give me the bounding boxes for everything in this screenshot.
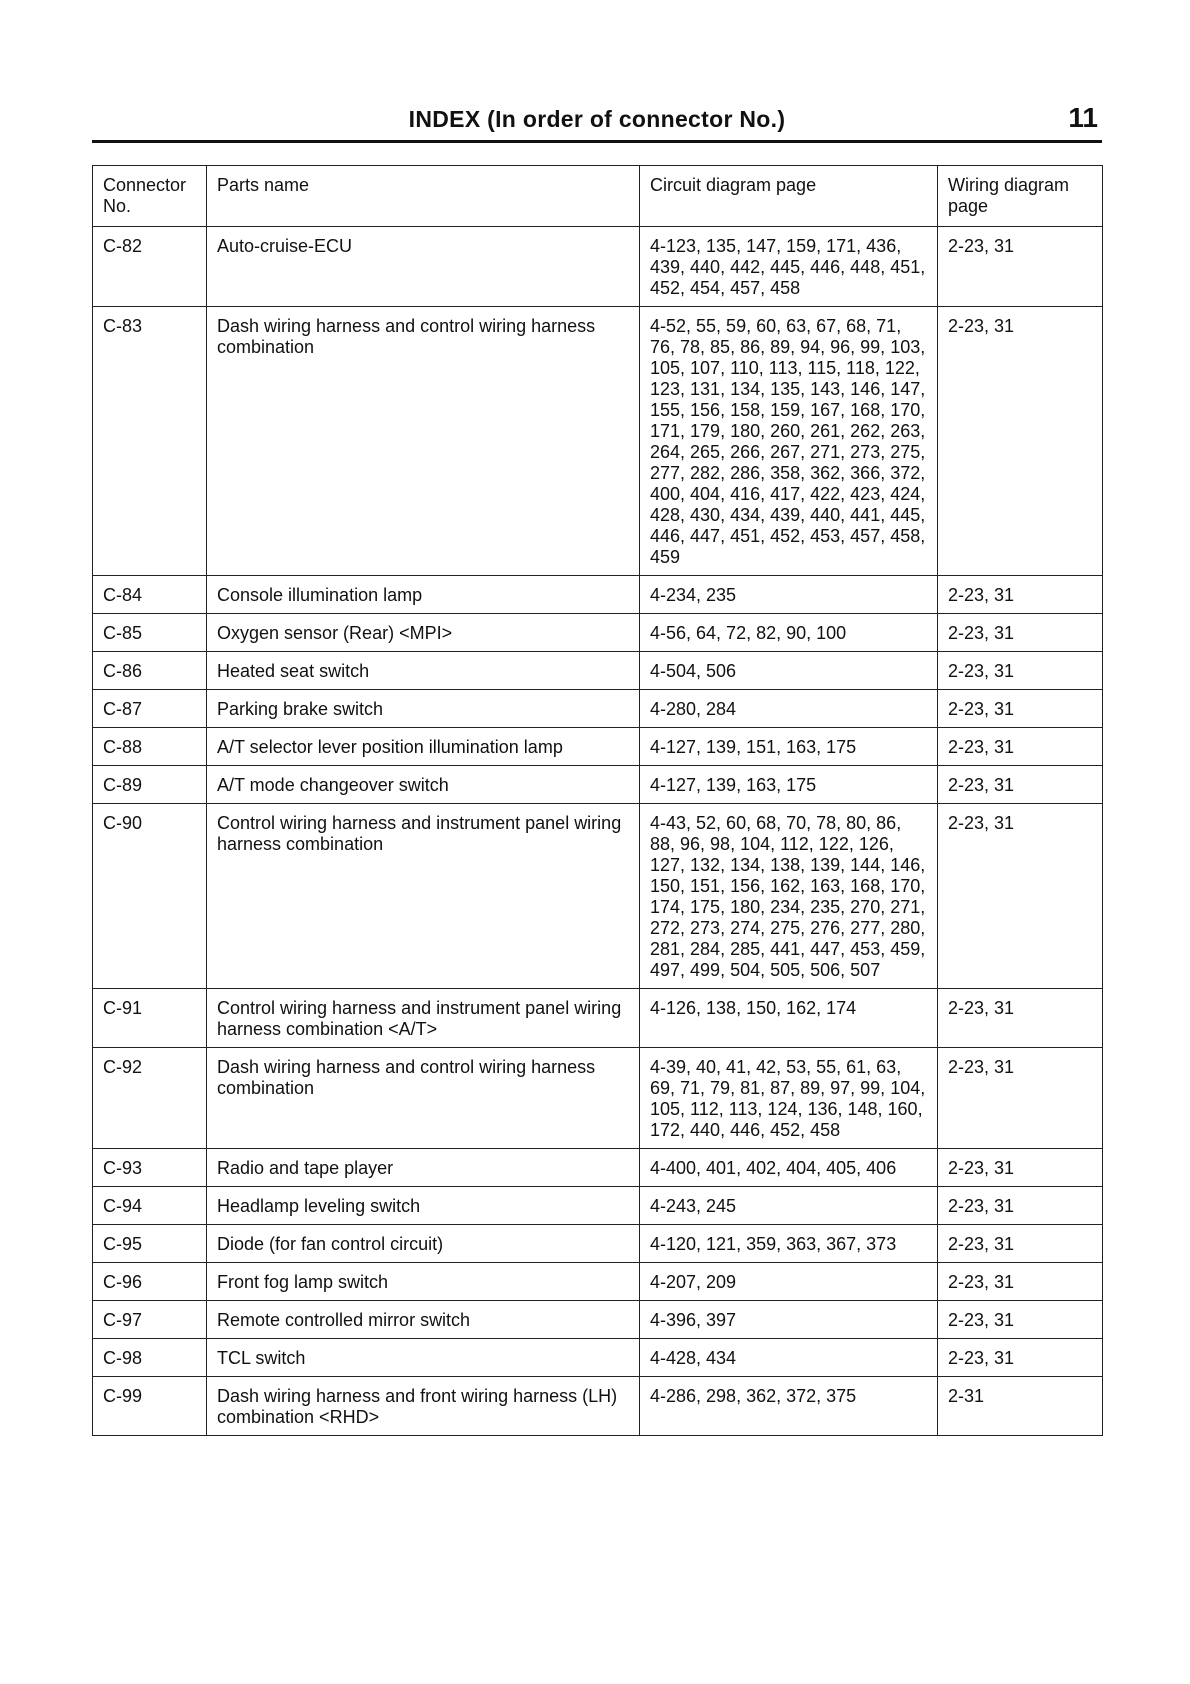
- connector-cell: C-82: [93, 227, 207, 307]
- connector-cell: C-95: [93, 1225, 207, 1263]
- circuit-page-cell: 4-243, 245: [640, 1187, 938, 1225]
- circuit-page-cell: 4-39, 40, 41, 42, 53, 55, 61, 63, 69, 71, 79, 81, 87, 89, 97, 99, 104, 105, 112, 113, 124, 136, 148, 160, 172, 440, 446, 452, 458: [640, 1048, 938, 1149]
- connector-cell: C-84: [93, 576, 207, 614]
- parts-name-cell: Control wiring harness and instrument panel wiring harness combination: [207, 804, 640, 989]
- table-row: [93, 1339, 1103, 1377]
- table-header-row: [93, 166, 1103, 227]
- circuit-page-cell: 4-52, 55, 59, 60, 63, 67, 68, 71, 76, 78, 85, 86, 89, 94, 96, 99, 103, 105, 107, 110, 113, 115, 118, 122, 123, 131, 134, 135, 143, 146, 147, 155, 156, 158, 159, 167, 168, 170, 171, 179, 180, 260, 261, 262, 263, 264, 265, 266, 267, 271, 273, 275, 277, 282, 286, 358, 362, 366, 372, 400, 404, 416, 417, 422, 423, 424, 428, 430, 434, 439, 440, 441, 445, 446, 447, 451, 452, 453, 457, 458, 459: [640, 307, 938, 576]
- page-header: [92, 100, 1102, 143]
- circuit-page-cell: 4-396, 397: [640, 1301, 938, 1339]
- parts-name-cell: Headlamp leveling switch: [207, 1187, 640, 1225]
- circuit-page-cell: 4-207, 209: [640, 1263, 938, 1301]
- connector-cell: C-87: [93, 690, 207, 728]
- circuit-page-cell: 4-56, 64, 72, 82, 90, 100: [640, 614, 938, 652]
- column-header-wiring: Wiring diagram page: [938, 166, 1103, 227]
- wiring-page-cell: 2-23, 31: [938, 1187, 1103, 1225]
- table-row: [93, 766, 1103, 804]
- table-row: [93, 804, 1103, 989]
- wiring-page-cell: 2-23, 31: [938, 766, 1103, 804]
- parts-name-cell: Remote controlled mirror switch: [207, 1301, 640, 1339]
- wiring-page-cell: 2-23, 31: [938, 1149, 1103, 1187]
- wiring-page-cell: 2-23, 31: [938, 614, 1103, 652]
- table-row: [93, 1377, 1103, 1436]
- circuit-page-cell: 4-504, 506: [640, 652, 938, 690]
- table-row: [93, 1048, 1103, 1149]
- table-row: [93, 307, 1103, 576]
- parts-name-cell: Oxygen sensor (Rear) <MPI>: [207, 614, 640, 652]
- parts-name-cell: Dash wiring harness and control wiring harness combination: [207, 1048, 640, 1149]
- connector-cell: C-83: [93, 307, 207, 576]
- connector-cell: C-94: [93, 1187, 207, 1225]
- circuit-page-cell: 4-127, 139, 151, 163, 175: [640, 728, 938, 766]
- wiring-page-cell: 2-23, 31: [938, 1263, 1103, 1301]
- connector-cell: C-90: [93, 804, 207, 989]
- circuit-page-cell: 4-43, 52, 60, 68, 70, 78, 80, 86, 88, 96, 98, 104, 112, 122, 126, 127, 132, 134, 138, 139, 144, 146, 150, 151, 156, 162, 163, 168, 170, 174, 175, 180, 234, 235, 270, 271, 272, 273, 274, 275, 276, 277, 280, 281, 284, 285, 441, 447, 453, 459, 497, 499, 504, 505, 506, 507: [640, 804, 938, 989]
- column-header-connector: Connector No.: [93, 166, 207, 227]
- table-row: [93, 652, 1103, 690]
- table-row: [93, 227, 1103, 307]
- table-row: [93, 576, 1103, 614]
- parts-name-cell: TCL switch: [207, 1339, 640, 1377]
- parts-name-cell: A/T mode changeover switch: [207, 766, 640, 804]
- circuit-page-cell: 4-120, 121, 359, 363, 367, 373: [640, 1225, 938, 1263]
- wiring-page-cell: 2-23, 31: [938, 728, 1103, 766]
- circuit-page-cell: 4-234, 235: [640, 576, 938, 614]
- page-number: 11: [1068, 102, 1098, 133]
- parts-name-cell: Parking brake switch: [207, 690, 640, 728]
- connector-cell: C-86: [93, 652, 207, 690]
- circuit-page-cell: 4-126, 138, 150, 162, 174: [640, 989, 938, 1048]
- parts-name-cell: Dash wiring harness and control wiring harness combination: [207, 307, 640, 576]
- table-row: [93, 614, 1103, 652]
- page-title: INDEX (In order of connector No.): [408, 106, 786, 132]
- circuit-page-cell: 4-123, 135, 147, 159, 171, 436, 439, 440, 442, 445, 446, 448, 451, 452, 454, 457, 458: [640, 227, 938, 307]
- wiring-page-cell: 2-23, 31: [938, 1301, 1103, 1339]
- table-row: [93, 690, 1103, 728]
- table-row: [93, 989, 1103, 1048]
- wiring-page-cell: 2-23, 31: [938, 227, 1103, 307]
- table-row: [93, 728, 1103, 766]
- wiring-page-cell: 2-23, 31: [938, 652, 1103, 690]
- parts-name-cell: Dash wiring harness and front wiring harness (LH) combination <RHD>: [207, 1377, 640, 1436]
- wiring-page-cell: 2-23, 31: [938, 1225, 1103, 1263]
- parts-name-cell: Console illumination lamp: [207, 576, 640, 614]
- wiring-page-cell: 2-31: [938, 1377, 1103, 1436]
- wiring-page-cell: 2-23, 31: [938, 690, 1103, 728]
- circuit-page-cell: 4-400, 401, 402, 404, 405, 406: [640, 1149, 938, 1187]
- connector-cell: C-96: [93, 1263, 207, 1301]
- parts-name-cell: A/T selector lever position illumination lamp: [207, 728, 640, 766]
- wiring-page-cell: 2-23, 31: [938, 989, 1103, 1048]
- connector-cell: C-99: [93, 1377, 207, 1436]
- wiring-page-cell: 2-23, 31: [938, 1048, 1103, 1149]
- column-header-circuit: Circuit diagram page: [640, 166, 938, 227]
- parts-name-cell: Radio and tape player: [207, 1149, 640, 1187]
- wiring-page-cell: 2-23, 31: [938, 804, 1103, 989]
- connector-index-table: [92, 165, 1103, 1436]
- connector-cell: C-89: [93, 766, 207, 804]
- wiring-page-cell: 2-23, 31: [938, 307, 1103, 576]
- connector-cell: C-98: [93, 1339, 207, 1377]
- column-header-parts: Parts name: [207, 166, 640, 227]
- table-row: [93, 1225, 1103, 1263]
- table-row: [93, 1263, 1103, 1301]
- wiring-page-cell: 2-23, 31: [938, 576, 1103, 614]
- circuit-page-cell: 4-286, 298, 362, 372, 375: [640, 1377, 938, 1436]
- wiring-page-cell: 2-23, 31: [938, 1339, 1103, 1377]
- parts-name-cell: Heated seat switch: [207, 652, 640, 690]
- connector-cell: C-92: [93, 1048, 207, 1149]
- connector-cell: C-97: [93, 1301, 207, 1339]
- connector-cell: C-85: [93, 614, 207, 652]
- connector-cell: C-91: [93, 989, 207, 1048]
- circuit-page-cell: 4-280, 284: [640, 690, 938, 728]
- table-row: [93, 1149, 1103, 1187]
- parts-name-cell: Auto-cruise-ECU: [207, 227, 640, 307]
- circuit-page-cell: 4-428, 434: [640, 1339, 938, 1377]
- parts-name-cell: Diode (for fan control circuit): [207, 1225, 640, 1263]
- table-row: [93, 1187, 1103, 1225]
- connector-cell: C-93: [93, 1149, 207, 1187]
- connector-cell: C-88: [93, 728, 207, 766]
- parts-name-cell: Control wiring harness and instrument panel wiring harness combination <A/T>: [207, 989, 640, 1048]
- parts-name-cell: Front fog lamp switch: [207, 1263, 640, 1301]
- circuit-page-cell: 4-127, 139, 163, 175: [640, 766, 938, 804]
- table-row: [93, 1301, 1103, 1339]
